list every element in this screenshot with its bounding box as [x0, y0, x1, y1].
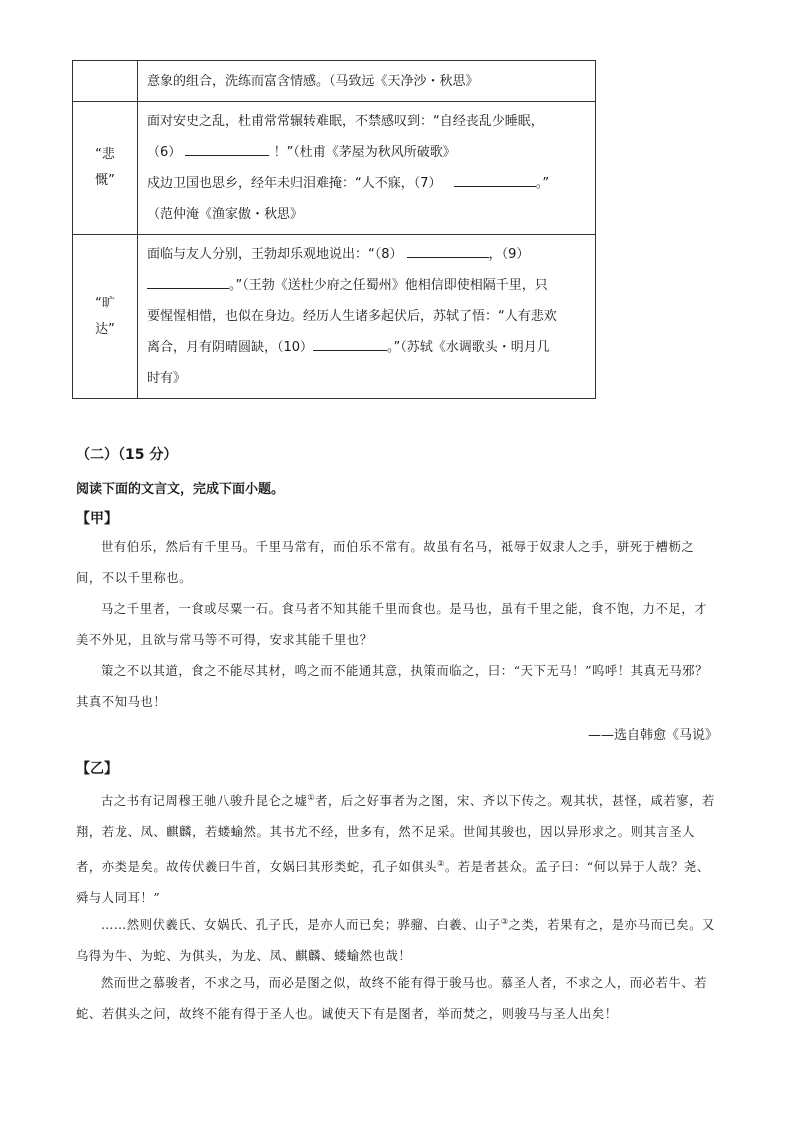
- line: 意象的组合，洗练而富含情感。（马致远《天净沙・秋思》: [147, 73, 479, 89]
- line-tail: 。”（苏轼《水调歌头・明月几: [387, 340, 550, 355]
- line-head: 面临与友人分别，王勃却乐观地说出：“（8）: [147, 247, 403, 262]
- table-row: [73, 102, 596, 235]
- line: [147, 332, 587, 363]
- fill-blank-7[interactable]: [454, 172, 536, 187]
- line: （范仲淹《渔家傲・秋思》: [147, 207, 304, 222]
- text-run: 。若是者甚众。孟子曰：“何以异于人哉？尧、舜与人同耳！”: [76, 860, 710, 906]
- fill-blank-6[interactable]: [185, 141, 269, 156]
- table-row: [73, 235, 596, 399]
- row-label: [73, 61, 138, 102]
- text-run: 古之书有记周穆王驰八骏升昆仑之墟: [101, 794, 308, 809]
- instruction: 阅读下面的文言文，完成下面小题。: [76, 482, 285, 497]
- jia-paragraph-1: 世有伯乐，然后有千里马。千里马常有，而伯乐不常有。故虽有名马，祗辱于奴隶人之手，骈死于槽枥之间，不以千里称也。: [76, 540, 695, 585]
- line-tail: 。”（王勃《送杜少府之任蜀州》他相信即使相隔千里，只: [229, 278, 548, 293]
- footnote-marker: ③: [500, 917, 509, 926]
- line: [147, 270, 587, 301]
- line-tail: ！”（杜甫《茅屋为秋风所破歌》: [273, 145, 456, 160]
- line-head: 戍边卫国也思乡，经年未归泪难掩：“人不寐，（7）: [147, 176, 442, 191]
- text-run: 之类，若果有之，是亦马而已矣。又乌得为牛、为蛇、为倛头，为龙、凤、麒麟、蝼蝓然也哉！: [76, 918, 715, 964]
- line: [147, 168, 587, 199]
- line: [147, 239, 587, 270]
- jia-paragraph-2: 马之千里者，一食或尽粟一石。食马者不知其能千里而食也。是马也，虽有千里之能，食不饱，力不足，才美不外见，且欲与常马等不可得，安求其能千里也？: [76, 602, 708, 647]
- text-run: ……然则伏羲氏、女娲氏、孔子氏，是亦人而已矣；骅骝、白羲、山子: [101, 918, 501, 933]
- poetry-table: [72, 60, 596, 399]
- fill-blank-8[interactable]: [407, 243, 489, 258]
- row-content: [138, 102, 596, 235]
- line: 要惺惺相惜，也似在身边。经历人生诸多起伏后，苏轼了悟：“人有悲欢: [147, 309, 557, 324]
- label-line: 慨”: [95, 173, 115, 188]
- attribution: ——选自韩愈《马说》: [587, 728, 718, 743]
- section-title: （二）（15 分）: [76, 447, 178, 463]
- yi-paragraph-2: [76, 906, 719, 972]
- row-content: [138, 61, 596, 102]
- fill-blank-10[interactable]: [313, 336, 387, 351]
- text-run: 者，后之好事者为之图，宋、齐以下传之。观其状，甚怪，咸若寥，若翔，若龙、凤、麒麟，若蝼蝓然。其书尤不经，世多有，然不足采。世闻其骏也，因以异形求之。则其言圣人者，亦类是矣。故传伏羲曰牛首，女娲曰其形类蛇，孔子如倛头: [76, 794, 715, 875]
- line-tail: 。”: [535, 176, 550, 191]
- line: 面对安史之乱，杜甫常常辗转难眠，不禁感叹到：“自经丧乱少睡眠，: [147, 114, 544, 129]
- line: 时有》: [147, 371, 187, 386]
- label-line: 达”: [95, 321, 115, 337]
- line-head: 离合，月有阴晴圆缺，（10）: [147, 340, 314, 355]
- passage-label-yi: 【乙】: [76, 761, 118, 777]
- footnote-marker: ①: [307, 793, 316, 802]
- yi-paragraph-1: [76, 782, 719, 914]
- row-label-beikai: [73, 102, 138, 235]
- jia-paragraph-3: 策之不以其道，食之不能尽其材，鸣之而不能通其意，执策而临之，曰：“天下无马！”呜呼！其真无马邪？其真不知马也！: [76, 664, 709, 709]
- yi-paragraph-3: 然而世之慕骏者，不求之马，而必是图之似，故终不能有得于骏马也。慕圣人者，不求之人，而必若牛、若蛇、若倛头之问，故终不能有得于圣人也。诚使天下有是图者，举而焚之，则骏马与圣人出矣！: [76, 976, 708, 1021]
- footnote-marker: ②: [437, 859, 445, 869]
- line-tail: ，（9）: [488, 247, 530, 262]
- line: [147, 137, 587, 168]
- table-row: [73, 61, 596, 102]
- row-label-kuangda: [73, 235, 138, 399]
- blank-number: （6）: [147, 145, 182, 160]
- row-content: [138, 235, 596, 399]
- label-line: “悲: [95, 147, 115, 162]
- fill-blank-9[interactable]: [147, 274, 229, 289]
- label-line: “旷: [95, 295, 115, 311]
- passage-label-jia: 【甲】: [76, 511, 118, 527]
